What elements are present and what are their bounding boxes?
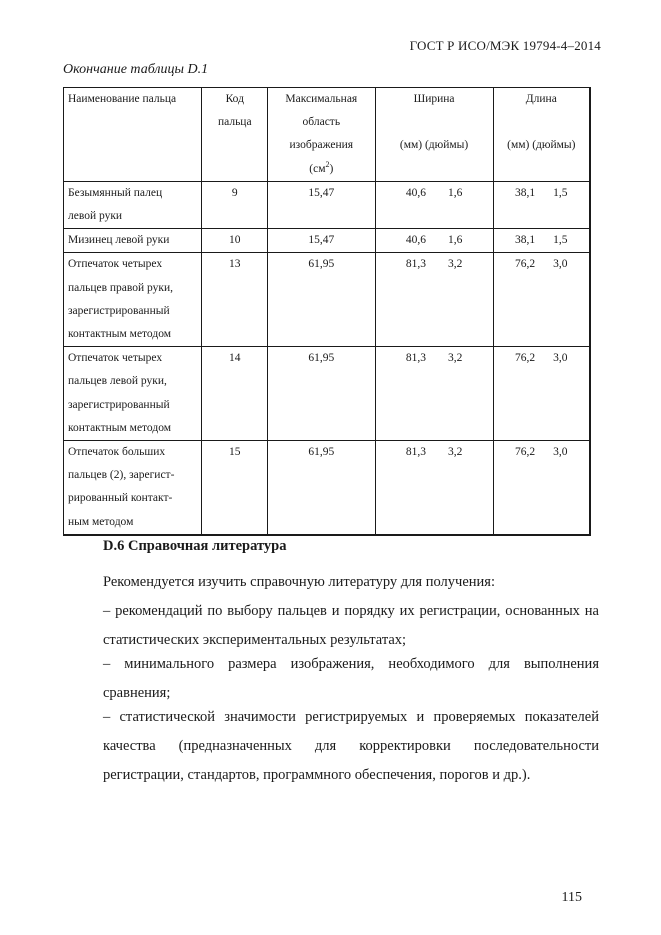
list-item: – минимального размера изображения, необходимого для выполнения сравнения; xyxy=(103,656,599,701)
cell-name: Отпечаток четырех пальцев левой руки, зарегистрированный контактным методом xyxy=(64,347,202,441)
cell-code: 15 xyxy=(202,441,268,535)
fingers-table xyxy=(63,87,591,536)
header-name-label: Наименование пальца xyxy=(68,93,177,105)
cell-area: 61,95 xyxy=(268,441,376,535)
table-caption: Окончание таблицы D.1 xyxy=(63,62,209,77)
list-item: – рекомендаций по выбору пальцев и порядку их регистрации, основанных на статистических экспериментальных результатах; xyxy=(103,603,599,648)
cell-area: 15,47 xyxy=(268,181,376,228)
cell-length: 76,2 3,0 xyxy=(493,347,590,441)
table-row xyxy=(64,441,591,535)
section-title: D.6 Справочная литература xyxy=(103,538,287,554)
cell-length: 76,2 3,0 xyxy=(493,253,590,347)
header-length-label: Длина xyxy=(525,93,557,105)
cell-name: Безымянный палец левой руки xyxy=(64,181,202,228)
header-code-line: Код xyxy=(225,93,244,105)
header-width-label: Ширина xyxy=(413,93,455,105)
header-length xyxy=(493,88,590,182)
cell-code: 13 xyxy=(202,253,268,347)
cell-code: 10 xyxy=(202,229,268,253)
document-code: ГОСТ Р ИСО/МЭК 19794-4–2014 xyxy=(409,38,601,53)
cell-area: 15,47 xyxy=(268,229,376,253)
table-row xyxy=(64,181,591,228)
header-area-line: область xyxy=(302,116,341,129)
table-row xyxy=(64,253,591,347)
cell-width: 40,6 1,6 xyxy=(375,229,493,253)
cell-area: 61,95 xyxy=(268,347,376,441)
header-area-unit: $(см^2)$ xyxy=(309,159,334,175)
list-item: – статистической значимости регистрируемых и проверяемых показателей качества (предназначенных для корректировки последовательности регистрации, стандартов, программного обеспечения, порогов и др.). xyxy=(103,709,599,783)
header-area-line: Максимальная xyxy=(285,93,358,105)
header-length-units: (мм) (дюймы) xyxy=(507,139,576,152)
header-name xyxy=(64,88,202,182)
header-code-line: пальца xyxy=(217,116,252,129)
section-intro: Рекомендуется изучить справочную литературу для получения: xyxy=(103,574,495,590)
cell-length: 38,1 1,5 xyxy=(493,229,590,253)
cell-code: 9 xyxy=(202,181,268,228)
table-row xyxy=(64,229,591,253)
cell-code: 14 xyxy=(202,347,268,441)
cell-width: 81,3 3,2 xyxy=(375,441,493,535)
cell-width: 81,3 3,2 xyxy=(375,253,493,347)
header-area xyxy=(268,88,376,182)
header-area-line: изображения xyxy=(289,139,354,152)
cell-name: Отпечаток четырех пальцев правой руки, зарегистрированный контактным методом xyxy=(64,253,202,347)
table-header-row xyxy=(64,88,591,182)
table-row xyxy=(64,347,591,441)
page-number: 115 xyxy=(561,890,582,905)
cell-name: Отпечаток больших пальцев (2), зарегист- рированный контакт- ным методом xyxy=(64,441,202,535)
cell-length: 76,2 3,0 xyxy=(493,441,590,535)
cell-width: 81,3 3,2 xyxy=(375,347,493,441)
cell-name: Мизинец левой руки xyxy=(64,229,202,253)
cell-width: 40,6 1,6 xyxy=(375,181,493,228)
cell-area: 61,95 xyxy=(268,253,376,347)
header-width xyxy=(375,88,493,182)
header-width-units: (мм) (дюймы) xyxy=(399,139,469,152)
cell-length: 38,1 1,5 xyxy=(493,181,590,228)
header-code xyxy=(202,88,268,182)
